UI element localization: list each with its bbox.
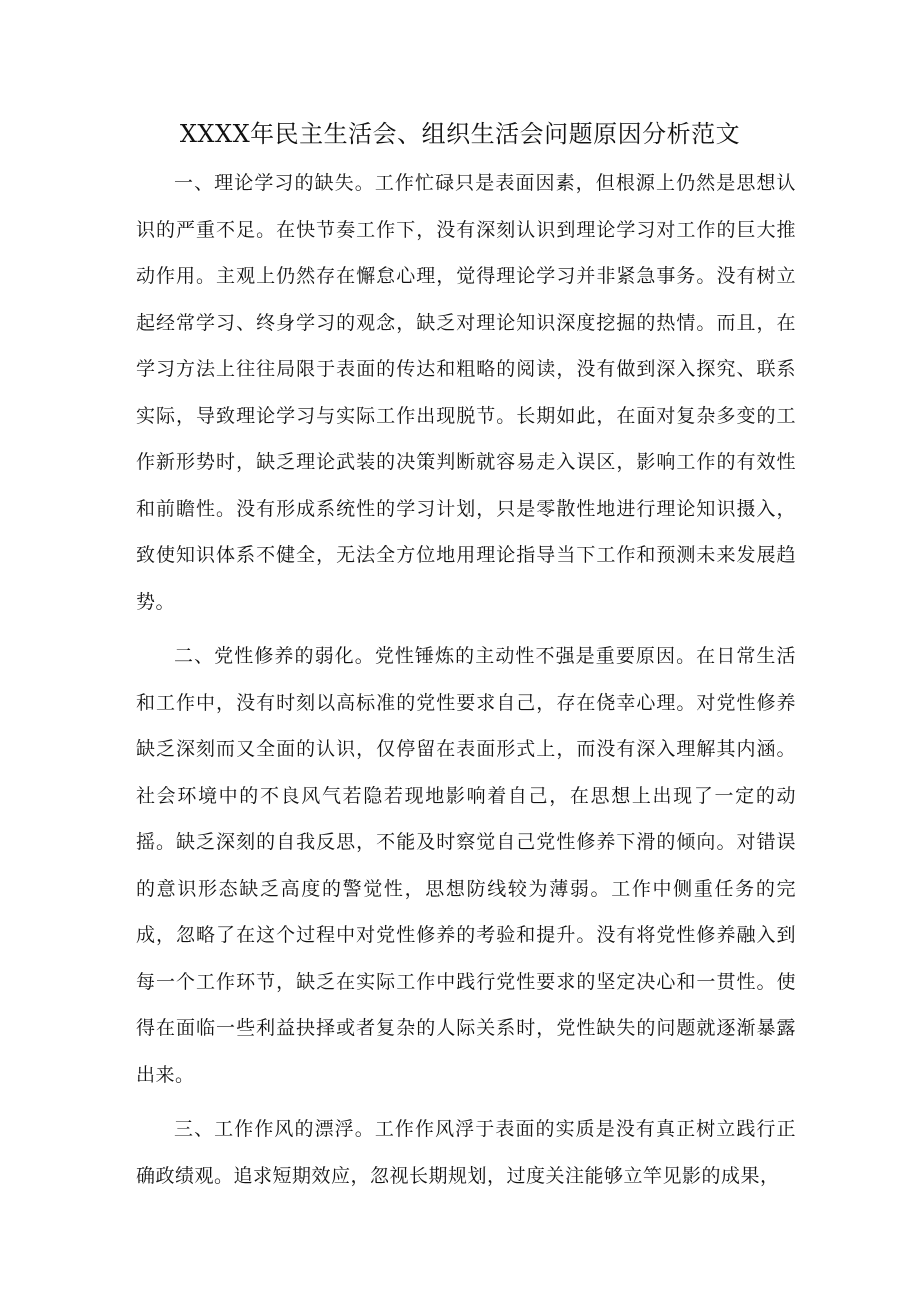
paragraph-party-spirit: 二、党性修养的弱化。党性锤炼的主动性不强是重要原因。在日常生活和工作中，没有时刻以高标准的党性要求自己，存在侥幸心理。对党性修养缺乏深刻而又全面的认识，仅停留在表面形式上，而没有深入理解其内涵。社会环境中的不良风气若隐若现地影响着自己，在思想上出现了一定的动摇。缺乏深刻的自我反思，不能及时察觉自己党性修养下滑的倾向。对错误的意识形态缺乏高度的警觉性，思想防线较为薄弱。工作中侧重任务的完成，忽略了在这个过程中对党性修养的考验和提升。没有将党性修养融入到每一个工作环节，缺乏在实际工作中践行党性要求的坚定决心和一贯性。使得在面临一些利益抉择或者复杂的人际关系时，党性缺失的问题就逐渐暴露出来。 bbox=[136, 645, 796, 1086]
paragraph-work-style: 三、工作作风的漂浮。工作作风浮于表面的实质是没有真正树立践行正确政绩观。追求短期效应，忽视长期规划，过度关注能够立竿见影的成果， bbox=[136, 1118, 796, 1187]
document-title: XXXX年民主生活会、组织生活会问题原因分析范文 bbox=[179, 120, 741, 148]
document-body bbox=[136, 160, 796, 1207]
paragraph-theory-study: 一、理论学习的缺失。工作忙碌只是表面因素，但根源上仍然是思想认识的严重不足。在快节奏工作下，没有深刻认识到理论学习对工作的巨大推动作用。主观上仍然存在懈怠心理，觉得理论学习并非紧急事务。没有树立起经常学习、终身学习的观念，缺乏对理论知识深度挖掘的热情。而且，在学习方法上往往局限于表面的传达和粗略的阅读，没有做到深入探究、联系实际，导致理论学习与实际工作出现脱节。长期如此，在面对复杂多变的工作新形势时，缺乏理论武装的决策判断就容易走入误区，影响工作的有效性和前瞻性。没有形成系统性的学习计划，只是零散性地进行理论知识摄入，致使知识体系不健全，无法全方位地用理论指导当下工作和预测未来发展趋势。 bbox=[136, 172, 796, 613]
